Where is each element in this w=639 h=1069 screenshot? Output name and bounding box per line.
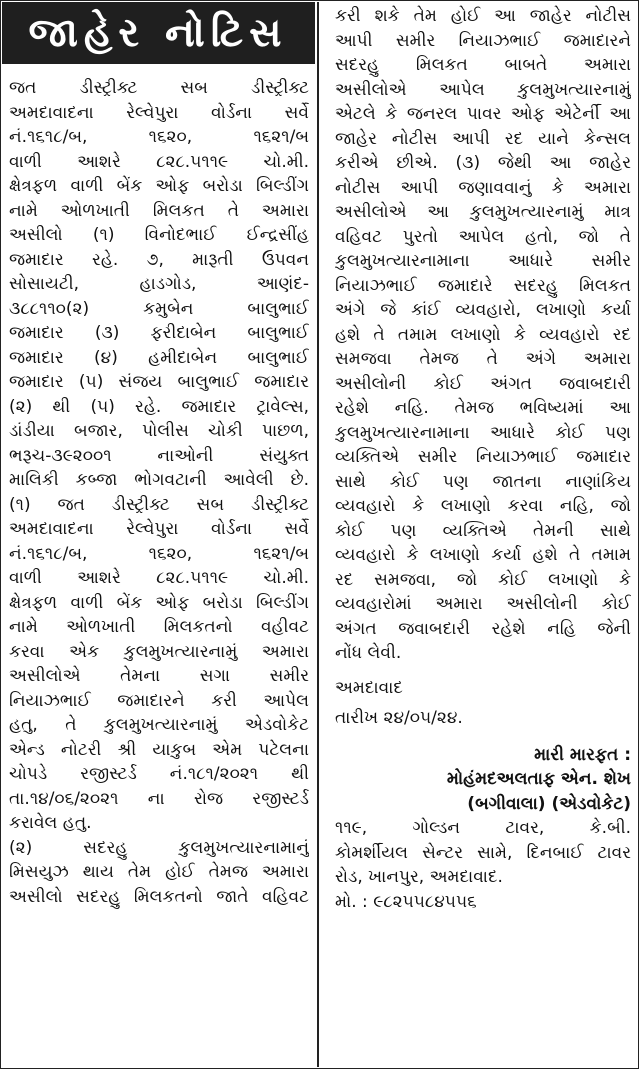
body-line: નિયાઝભાઈ જમાદારને કરી આપેલ [9, 690, 309, 711]
body-line: એન્ડ નોટરી શ્રી યાકુબ એમ પટેલના [9, 739, 309, 760]
body-line: અસીલોએ આ કુલમુખત્યારનામું માત્ર [335, 202, 631, 222]
right-column [335, 4, 631, 914]
body-line: વ્યવહારો કે લખાણો કરવા નહિ, જો [335, 496, 631, 516]
body-line: મિસયુઝ થાય તેમ હોઈ તેમજ અમારા [9, 862, 309, 882]
body-line: અમદાવાદના રેલ્વેપુરા વોર્ડના સર્વે [9, 102, 309, 123]
body-line: અસીલો સદરહુ મિલકતનો જાતે વહિવટ [9, 886, 309, 907]
body-line: અસીલોએ આપેલ કુલમુખત્યારનામું [335, 79, 631, 100]
body-line: કરાવેલ હતુ. [9, 813, 92, 833]
body-line: અંગે જે કાંઈ વ્યવહારો, લખાણો કર્યા [335, 300, 631, 320]
body-line: નામે ઓળખાતી મિલકત તે અમારા [9, 200, 309, 221]
notice-title: જાહેર નોટિસ [28, 10, 288, 56]
body-line: રદ સમજવા, જો કોઈ લખાણો કે [335, 569, 631, 590]
body-line: માલિકી કબ્જા ભોગવટાની આવેલી છે. [9, 470, 309, 490]
column-divider [317, 2, 319, 1067]
body-line: જમાદાર (૫) સંજય બાલુભાઈ જમાદાર [9, 372, 309, 392]
place: અમદાવાદ [335, 677, 403, 698]
body-line: તા.૧૪/૦૬/૨૦૨૧ ના રોજ રજીસ્ટર્ડ [9, 788, 309, 809]
body-line: સદરહુ મિલકત બાબતે અમારા [335, 55, 631, 75]
body-line: હશે તે તમામ લખાણો કે વ્યવહારો રદ [335, 324, 631, 345]
body-line: જાહેર નોટીસ આપી રદ યાને કેન્સલ [335, 128, 631, 149]
body-line: હતુ, તે કુલમુખત્યારનામું એડવોકેટ [9, 715, 309, 735]
body-line: નં.૧૬૧૮/બ, ૧૬૨૦, ૧૬૨૧/બ [9, 543, 309, 564]
body-line: ક્ષેત્રફળ વાળી બેંક ઓફ બરોડા બિલ્ડીંગ [9, 592, 309, 613]
body-line: અસીલોની કોઈ અંગત જવાબદારી [335, 373, 631, 394]
body-line: નામે ઓળખાતી મિલકતનો વહીવટ [9, 617, 309, 637]
address-line: કોમર્શીયલ સેન્ટર સામે, દિનબાઈ ટાવર [335, 842, 631, 863]
body-line: વાળી આશરે ૮૨૮.૫૧૧૯ ચો.મી. [9, 151, 309, 172]
body-line: નોંધ લેવી. [335, 643, 402, 663]
body-line: કોઈ પણ વ્યક્તિએ તેમની સાથે [335, 520, 631, 541]
body-line: (૨) થી (૫) રહે. જમાદાર ટ્રાવેલ્સ, [9, 396, 309, 417]
body-line: જમાદાર (૩) ફરીદાબેન બાલુભાઈ [9, 323, 309, 343]
body-line: સમજવા તેમજ તે અંગે અમારા [335, 349, 631, 369]
body-line: અંગત જવાબદારી રહેશે નહિ જેની [335, 618, 631, 639]
body-line: ક્ષેત્રફળ વાળી બેંક ઓફ બરોડા બિલ્ડીંગ [9, 176, 309, 196]
body-line: જત ડીસ્ટ્રીક્ટ સબ ડીસ્ટ્રીક્ટ [9, 78, 309, 98]
address-line: રોડ, ખાનપુર, અમદાવાદ. [335, 867, 503, 887]
phone-number: મો. : ૯૮૨૫૫૮૪૫૫૬ [335, 891, 477, 912]
advocate-name: મોહંમદઅલતાફ એન. શેખ [446, 769, 631, 789]
body-line: જમાદાર (૪) હમીદાબેન બાલુભાઈ [9, 347, 309, 368]
body-line: (૨) સદરહુ કુલમુખત્યારનામાનું [9, 837, 309, 858]
body-line: સાથે કોઈ પણ જાતના નાણાંકિય [335, 471, 631, 492]
body-line: વહિવટ પુરતો આપેલ હતો, જો તે [335, 226, 631, 247]
body-line: અસીલોએ તેમના સગા સમીર [9, 666, 309, 686]
body-line: સોસાયટી, હાડગોડ, આણંદ- [9, 274, 309, 294]
body-line: એટલે કે જનરલ પાવર ઓફ એટેર્ની આ [335, 104, 631, 124]
body-line: ચોપડે રજીસ્ટર્ડ નં.૧૮૧/૨૦૨૧ થી [9, 764, 309, 784]
advocate-designation: (બગીવાલા) (એડવોકેટ) [467, 793, 631, 814]
signature-via: મારી મારફત : [534, 744, 631, 765]
body-line: વાળી આશરે ૮૨૮.૫૧૧૯ ચો.મી. [9, 568, 309, 588]
body-line: ૩૮૮૧૧૦(૨) કમુબેન બાલુભાઈ [9, 298, 309, 319]
body-line: કરી શકે તેમ હોઈ આ જાહેર નોટીસ [335, 6, 631, 26]
body-line: વ્યક્તિએ સમીર નિયાઝભાઈ જમાદાર [335, 447, 631, 467]
body-line: (૧) જત ડીસ્ટ્રીક્ટ સબ ડીસ્ટ્રીક્ટ [9, 494, 309, 515]
address-line: ૧૧૯, ગોલ્ડન ટાવર, કે.બી. [335, 818, 631, 838]
body-line: કુલમુખત્યારનામાના આધારે સમીર [335, 251, 631, 271]
body-line: અસીલો (૧) વિનોદભાઈ ઈન્દ્રસીંહ [9, 225, 309, 245]
body-line: ભરૂચ-૩૯૨૦૦૧ નાઓની સંયુક્ત [9, 445, 309, 466]
spacer [335, 666, 631, 676]
body-line: નં.૧૬૧૮/બ, ૧૬૨૦, ૧૬૨૧/બ [9, 127, 309, 147]
body-line: વ્યવહારોમાં અમારા અસીલોની કોઈ [335, 594, 631, 614]
body-line: ડાંડીયા બજાર, પોલીસ ચોકી પાછળ, [9, 421, 309, 441]
body-line: રહેશે નહિ. તેમજ ભવિષ્યમાં આ [335, 398, 631, 418]
body-line: જમાદાર રહે. ૭, મારૂતી ઉપવન [9, 249, 309, 270]
body-line: નોટીસ આપી જણાવવાનું કે અમારા [335, 177, 631, 198]
spacer [335, 731, 631, 743]
left-column [9, 76, 309, 909]
body-line: કુલમુખત્યારનામાના આધારે કોઈ પણ [335, 422, 631, 443]
body-line: કરીએ છીએ. (૩) જેથી આ જાહેર [335, 153, 631, 173]
date: તારીખ ૨૪/૦૫/૨૪. [335, 708, 463, 728]
body-line: વ્યવહારો કે લખાણો કર્યા હશે તે તમામ [335, 545, 631, 565]
body-line: આપી સમીર નિયાઝભાઈ જમાદારને [335, 30, 631, 51]
body-line: નિયાઝભાઈ જમાદારે સદરહુ મિલકત [335, 275, 631, 296]
body-line: અમદાવાદના રેલ્વેપુરા વોર્ડના સર્વે [9, 519, 309, 539]
body-line: કરવા એક કુલમુખત્યારનામું અમારા [9, 641, 309, 662]
